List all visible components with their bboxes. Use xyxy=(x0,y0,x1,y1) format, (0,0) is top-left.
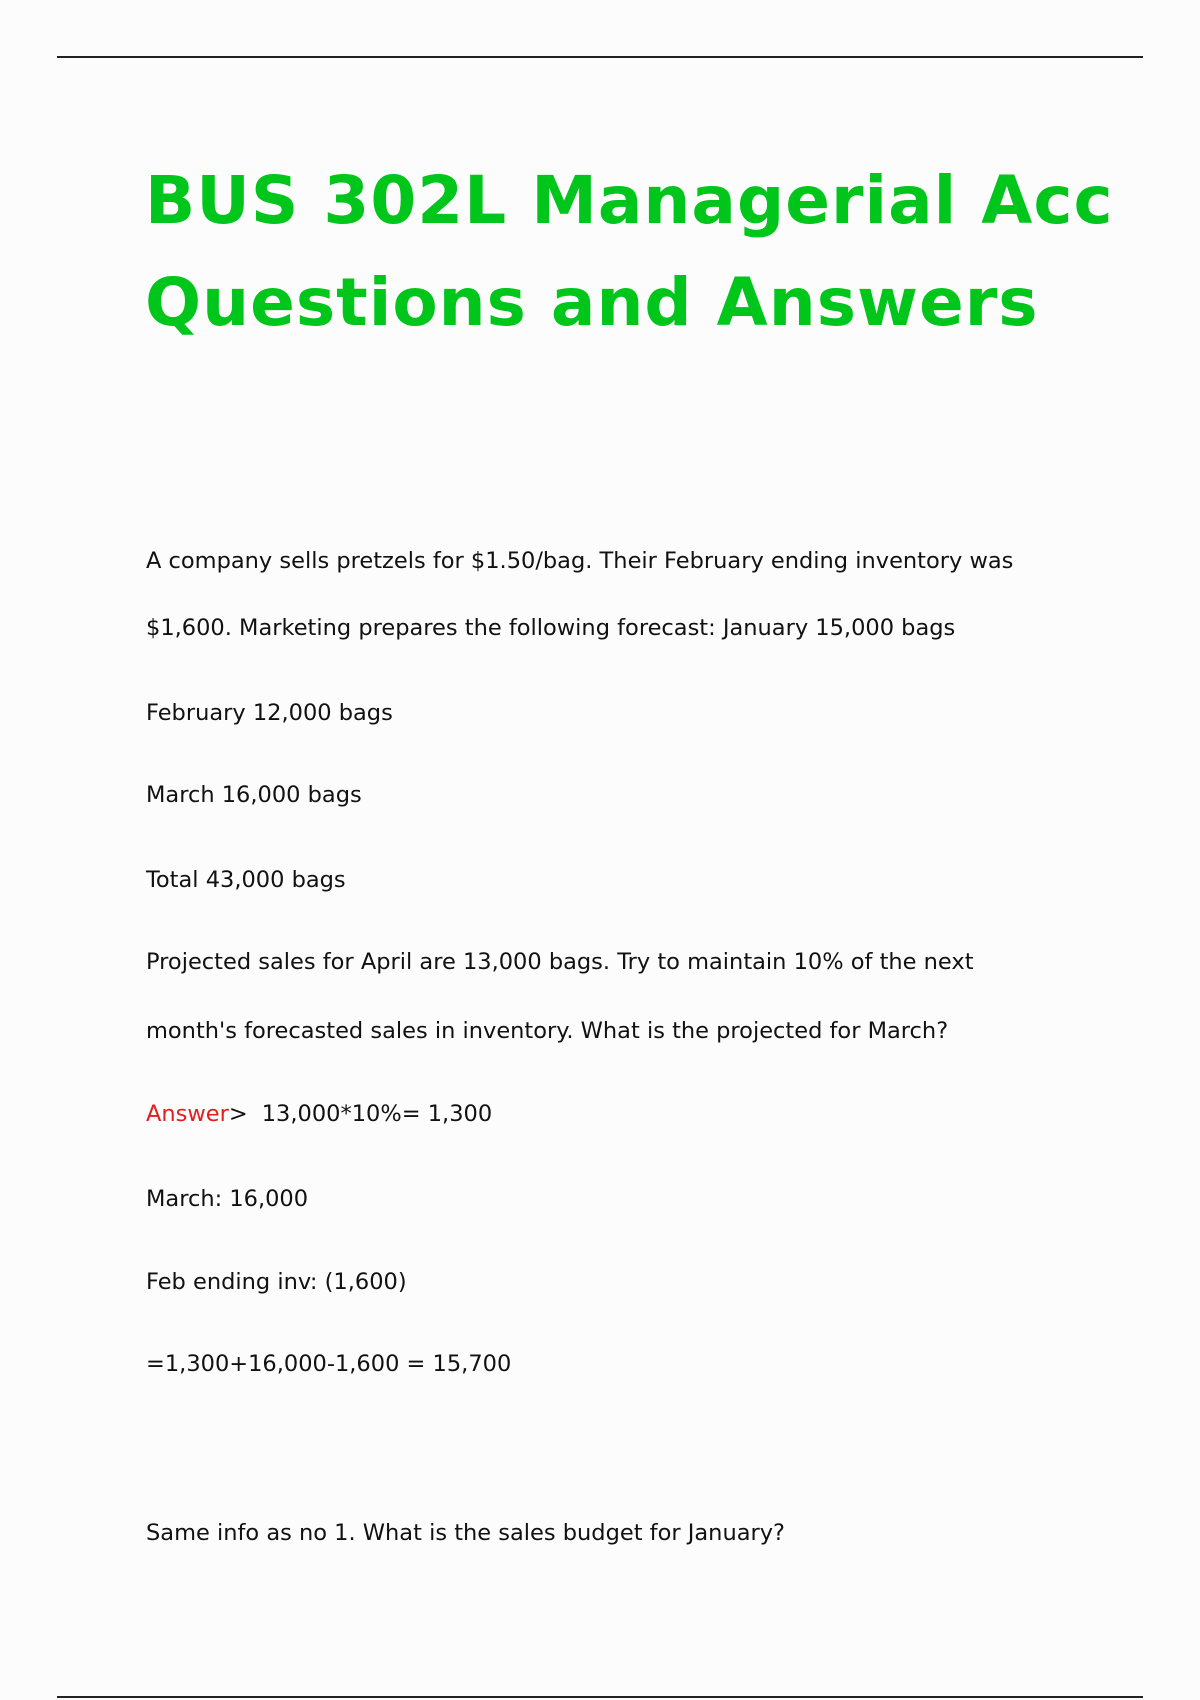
answer-1-line-4: =1,300+16,000-1,600 = 15,700 xyxy=(146,1351,512,1377)
document-title xyxy=(145,150,1145,354)
question-1-line-7: month's forecasted sales in inventory. What is the projected for March? xyxy=(146,1018,949,1044)
question-1-line-2: $1,600. Marketing prepares the following forecast: January 15,000 bags xyxy=(146,615,956,641)
title-line-1: BUS 302L Managerial Acc xyxy=(145,162,1114,239)
footer-rule xyxy=(57,1696,1143,1698)
answer-1-line-2: March: 16,000 xyxy=(146,1186,309,1212)
question-1-line-1: A company sells pretzels for $1.50/bag. Their February ending inventory was xyxy=(146,548,1014,574)
header-rule xyxy=(57,56,1143,58)
answer-arrow: > xyxy=(228,1101,248,1127)
question-2-line-1: Same info as no 1. What is the sales budget for January? xyxy=(146,1520,785,1546)
title-line-2: Questions and Answers xyxy=(145,264,1039,341)
answer-1-value: 13,000*10%= 1,300 xyxy=(261,1101,493,1127)
question-1-line-4: March 16,000 bags xyxy=(146,782,362,808)
answer-label: Answer xyxy=(146,1101,229,1127)
answer-1-line-3: Feb ending inv: (1,600) xyxy=(146,1269,407,1295)
question-1-line-3: February 12,000 bags xyxy=(146,700,393,726)
question-1-line-6: Projected sales for April are 13,000 bags. Try to maintain 10% of the next xyxy=(146,949,974,975)
question-1-line-5: Total 43,000 bags xyxy=(146,867,346,893)
answer-1-line-1 xyxy=(146,1099,492,1129)
